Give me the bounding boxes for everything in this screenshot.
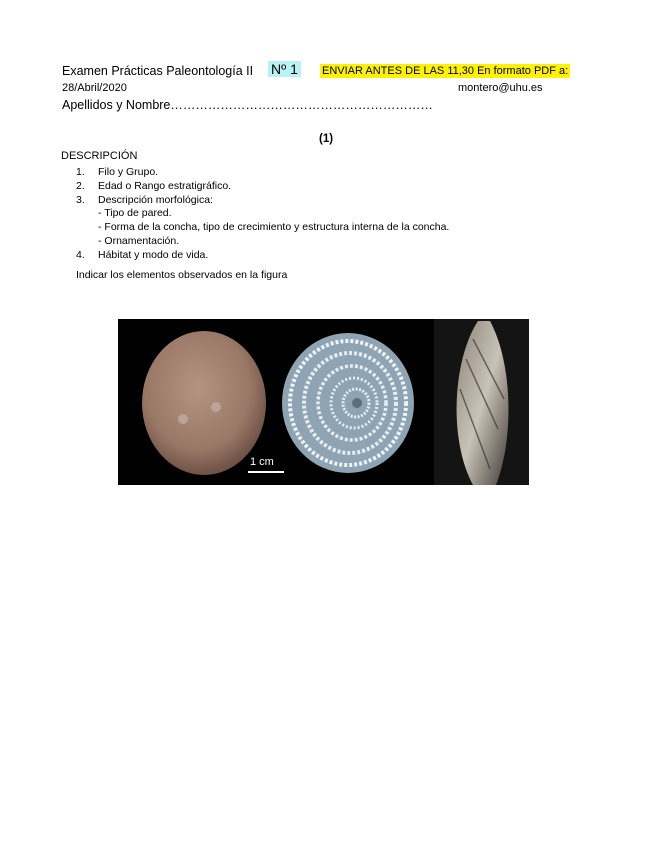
sub-item: - Forma de la concha, tipo de crecimiento y estructura interna de la concha. (98, 221, 450, 234)
scale-bar (248, 471, 284, 473)
scale-label: 1 cm (250, 456, 274, 468)
list-item: 2. Edad o Rango estratigráfico. (76, 179, 232, 192)
submission-email[interactable]: montero@uhu.es (458, 82, 543, 94)
sub-item: - Tipo de pared. (98, 207, 172, 220)
list-item: 3. Descripción morfológica: (76, 193, 213, 206)
section-title: DESCRIPCIÓN (61, 150, 138, 162)
sub-item: - Ornamentación. (98, 234, 180, 247)
fossil-illustration (118, 319, 529, 485)
list-item: 1. Filo y Grupo. (76, 166, 159, 178)
instruction-text: Indicar los elementos observados en la figura (76, 269, 288, 281)
fossil-disc (142, 331, 266, 475)
deadline-notice: ENVIAR ANTES DE LAS 11,30 En formato PDF a: (322, 65, 569, 77)
fossil-spiral-section (282, 333, 414, 473)
fossil-figure (118, 319, 529, 485)
list-item: 4. Hábitat y modo de vida. (76, 248, 209, 261)
question-number: (1) (319, 133, 334, 145)
exam-number-badge: Nº 1 (268, 61, 301, 77)
name-field-line: Apellidos y Nombre……………………………………………………… (62, 98, 433, 112)
exam-title: Examen Prácticas Paleontología II (62, 64, 254, 78)
exam-date: 28/Abril/2020 (62, 82, 127, 94)
question-list (76, 166, 449, 263)
